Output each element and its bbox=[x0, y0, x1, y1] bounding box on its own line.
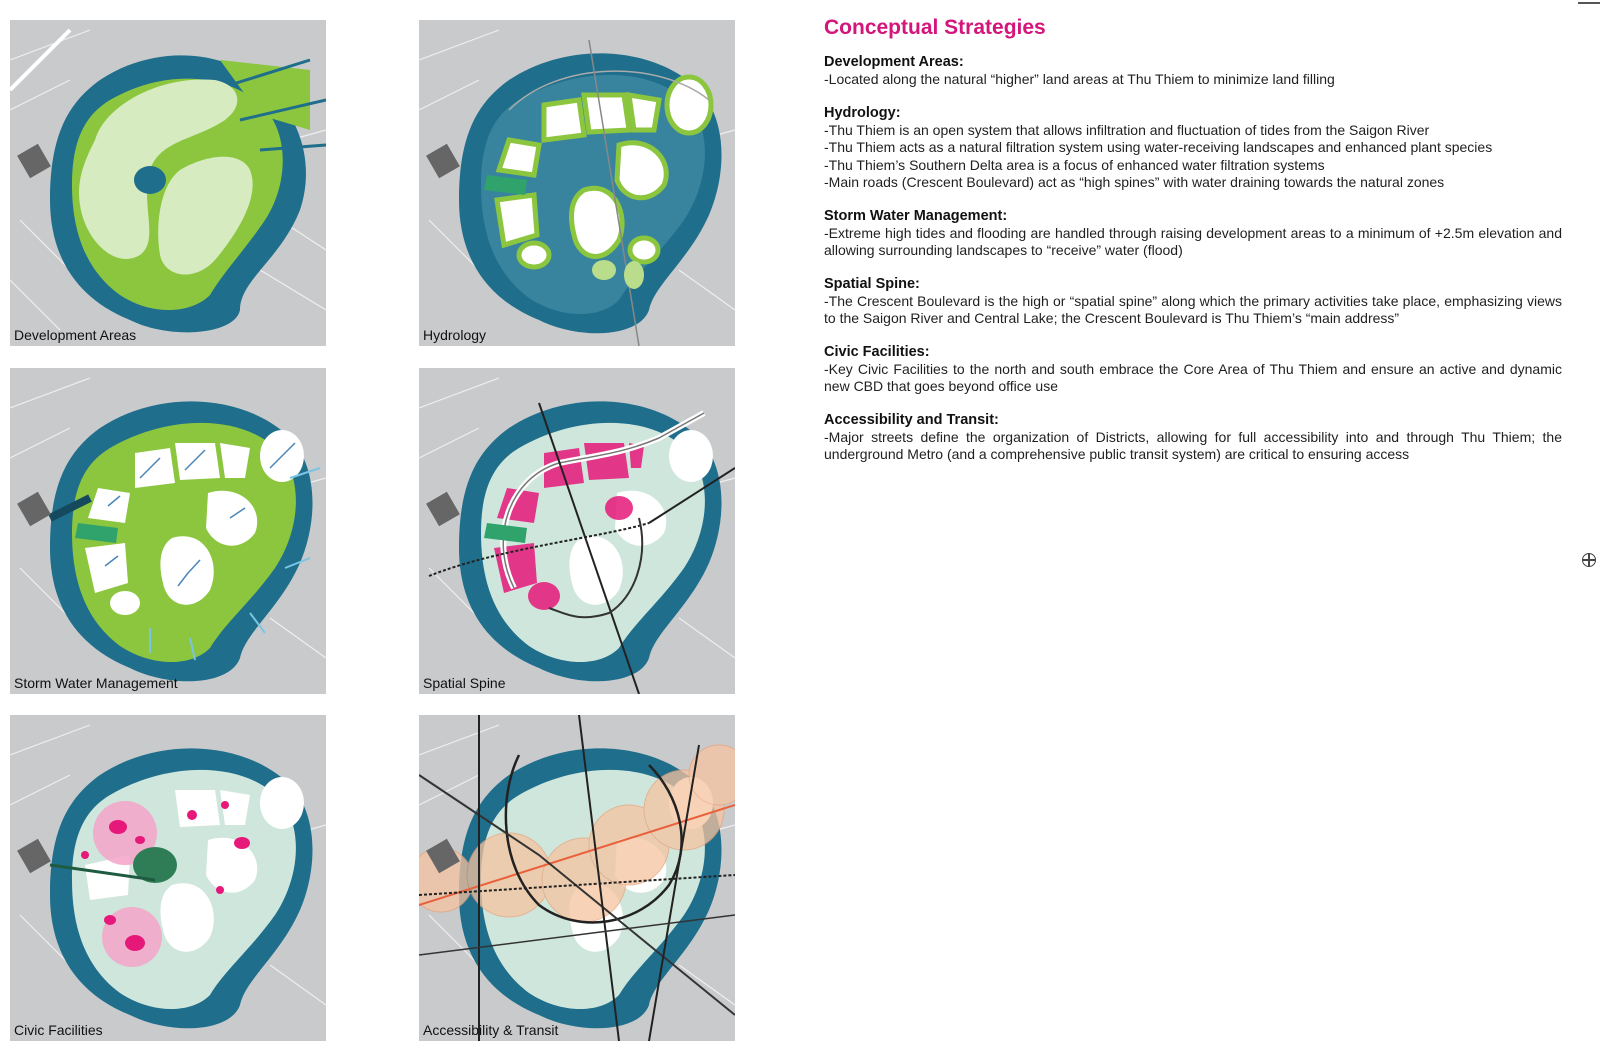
section-storm-water bbox=[824, 208, 1562, 260]
section-accessibility-transit bbox=[824, 412, 1562, 464]
section-heading: Accessibility and Transit: bbox=[824, 411, 999, 428]
panel-caption: Development Areas bbox=[14, 327, 137, 343]
map-panel-accessibility-transit bbox=[419, 715, 735, 1041]
section-spatial-spine bbox=[824, 276, 1562, 328]
section-line: -Key Civic Facilities to the north and south embrace the Core Area of Thu Thiem and ensure an active and dynamic new CBD that goes beyond office use bbox=[824, 360, 1562, 394]
map-panel-spatial-spine bbox=[419, 368, 735, 694]
section-line: -The Crescent Boulevard is the high or “spatial spine” along which the primary activities take place, emphasizing views to the Saigon River and Central Lake; the Crescent Boulevard is Thu Thiem’s “main address” bbox=[824, 292, 1562, 326]
map-panel-civic-facilities bbox=[10, 715, 326, 1041]
section-line: -Thu Thiem’s Southern Delta area is a focus of enhanced water filtration systems bbox=[824, 156, 1325, 173]
panel-caption: Spatial Spine bbox=[423, 675, 506, 691]
panel-caption: Accessibility & Transit bbox=[423, 1022, 559, 1038]
civic-facilities-diagram bbox=[10, 715, 326, 1041]
storm-water-diagram bbox=[10, 368, 326, 694]
hydrology-diagram bbox=[419, 20, 735, 346]
spatial-spine-diagram bbox=[419, 368, 735, 694]
strategies-text-panel bbox=[824, 16, 1562, 480]
section-civic-facilities bbox=[824, 344, 1562, 396]
section-line: -Thu Thiem acts as a natural filtration system using water-receiving landscapes and enhanced plant species bbox=[824, 139, 1493, 155]
crosshair-icon bbox=[1582, 553, 1596, 567]
section-line: -Extreme high tides and flooding are handled through raising development areas to a minimum of +2.5m elevation and allowing surrounding landscapes to “receive” water (flood) bbox=[824, 224, 1562, 258]
page-title: Conceptual Strategies bbox=[824, 16, 1046, 39]
section-line: -Major streets define the organization of Districts, allowing for full accessibility into and through Thu Thiem; the underground Metro (and a comprehensive public transit system) are critical to ensuring access bbox=[824, 428, 1562, 462]
map-panel-storm-water bbox=[10, 368, 326, 694]
section-heading: Development Areas: bbox=[824, 54, 964, 70]
section-line: -Located along the natural “higher” land areas at Thu Thiem to minimize land filling bbox=[824, 71, 1335, 87]
corner-mark bbox=[1578, 2, 1600, 4]
panel-caption: Civic Facilities bbox=[14, 1022, 103, 1038]
section-line: -Thu Thiem is an open system that allows infiltration and fluctuation of tides from the Saigon River bbox=[824, 121, 1430, 138]
section-line: -Main roads (Crescent Boulevard) act as “high spines” with water draining towards the natural zones bbox=[824, 174, 1445, 190]
section-heading: Civic Facilities: bbox=[824, 343, 930, 360]
section-heading: Spatial Spine: bbox=[824, 275, 920, 292]
section-heading: Storm Water Management: bbox=[824, 207, 1008, 224]
map-panel-hydrology bbox=[419, 20, 735, 346]
panel-caption: Storm Water Management bbox=[14, 675, 178, 691]
development-areas-diagram bbox=[10, 20, 326, 346]
section-hydrology bbox=[824, 105, 1562, 192]
panel-caption: Hydrology bbox=[423, 327, 487, 343]
section-development-areas bbox=[824, 54, 1562, 89]
map-panel-development-areas bbox=[10, 20, 326, 346]
accessibility-transit-diagram bbox=[419, 715, 735, 1041]
section-heading: Hydrology: bbox=[824, 104, 901, 121]
